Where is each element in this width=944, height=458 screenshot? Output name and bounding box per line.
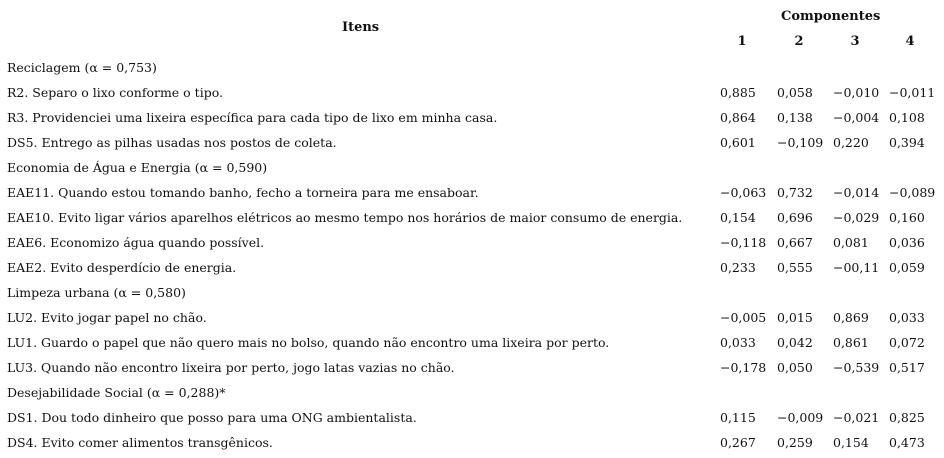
loading-value-component-1: 0,033 [720,335,756,350]
loading-value-component-2: 0,696 [777,210,813,225]
loading-value-component-1: 0,601 [720,135,756,150]
item-label: DS5. Entrego as pilhas usadas nos postos de coleta. [7,135,337,150]
loading-value-component-4: 0,160 [889,210,925,225]
item-label: EAE11. Quando estou tomando banho, fecho a torneira para me ensaboar. [7,185,479,200]
table-row [0,330,944,355]
table-row [0,255,944,280]
loading-value-component-3: −0,539 [833,360,880,375]
table-row [0,180,944,205]
loading-value-component-3: −0,014 [833,185,880,200]
loading-value-component-1: 0,154 [720,210,756,225]
loading-value-component-4: 0,059 [889,260,925,275]
item-label: EAE6. Economizo água quando possível. [7,235,265,250]
loading-value-component-3: −0,010 [833,85,880,100]
loading-value-component-1: 0,233 [720,260,756,275]
component-column-2: 2 [794,34,804,49]
loading-value-component-1: 0,267 [720,435,756,450]
loading-value-component-1: −0,178 [720,360,767,375]
table-row [0,80,944,105]
loading-value-component-4: −0,011 [889,85,936,100]
loading-value-component-2: 0,050 [777,360,813,375]
loading-value-component-2: 0,042 [777,335,813,350]
loading-value-component-3: −0,004 [833,110,880,125]
loading-value-component-3: −0,021 [833,410,880,425]
loading-value-component-3: −0,029 [833,210,880,225]
loading-value-component-2: −0,109 [777,135,824,150]
group-label: Reciclagem (α = 0,753) [7,60,157,75]
item-label: DS1. Dou todo dinheiro que posso para uma ONG ambientalista. [7,410,417,425]
group-label: Limpeza urbana (α = 0,580) [7,285,186,300]
table-row [0,130,944,155]
loading-value-component-1: 0,864 [720,110,756,125]
components-header: Componentes [781,9,881,24]
item-label: EAE10. Evito ligar vários aparelhos elétricos ao mesmo tempo nos horários de maior consumo de energia. [7,210,683,225]
component-column-3: 3 [850,34,860,49]
group-header-row [0,155,944,180]
loading-value-component-1: 0,115 [720,410,756,425]
component-column-1: 1 [737,34,747,49]
loading-value-component-4: 0,825 [889,410,925,425]
loading-value-component-4: 0,108 [889,110,925,125]
loading-value-component-2: 0,138 [777,110,813,125]
group-label: Economia de Água e Energia (α = 0,590) [7,160,268,175]
loading-value-component-1: −0,118 [720,235,767,250]
loading-value-component-4: −0,089 [889,185,936,200]
item-label: EAE2. Evito desperdício de energia. [7,260,237,275]
loading-value-component-2: 0,732 [777,185,813,200]
loading-value-component-4: 0,473 [889,435,925,450]
loading-value-component-3: −00,11 [833,260,880,275]
table-row [0,305,944,330]
table-row [0,105,944,130]
loading-value-component-3: 0,154 [833,435,869,450]
table-row [0,355,944,380]
loading-value-component-4: 0,394 [889,135,925,150]
loading-value-component-4: 0,036 [889,235,925,250]
loading-value-component-3: 0,081 [833,235,869,250]
item-label: R2. Separo o lixo conforme o tipo. [7,85,223,100]
loading-value-component-3: 0,869 [833,310,869,325]
loading-value-component-4: 0,072 [889,335,925,350]
table-row [0,230,944,255]
loading-value-component-3: 0,861 [833,335,869,350]
loading-value-component-2: 0,058 [777,85,813,100]
loading-value-component-2: −0,009 [777,410,824,425]
loading-value-component-2: 0,259 [777,435,813,450]
item-label: LU3. Quando não encontro lixeira por perto, jogo latas vazias no chão. [7,360,455,375]
item-label: LU1. Guardo o papel que não quero mais no bolso, quando não encontro uma lixeira por perto. [7,335,610,350]
item-label: DS4. Evito comer alimentos transgênicos. [7,435,273,450]
loading-value-component-1: 0,885 [720,85,756,100]
loading-value-component-2: 0,015 [777,310,813,325]
table-row [0,430,944,455]
group-header-row [0,380,944,405]
item-label: R3. Providenciei uma lixeira específica para cada tipo de lixo em minha casa. [7,110,498,125]
group-header-row [0,280,944,305]
loading-value-component-3: 0,220 [833,135,869,150]
component-column-4: 4 [905,34,915,49]
loading-value-component-1: −0,005 [720,310,767,325]
loading-value-component-2: 0,555 [777,260,813,275]
items-header: Itens [342,20,380,35]
loading-value-component-4: 0,517 [889,360,925,375]
table-row [0,405,944,430]
loading-value-component-1: −0,063 [720,185,767,200]
loading-value-component-4: 0,033 [889,310,925,325]
item-label: LU2. Evito jogar papel no chão. [7,310,207,325]
group-label: Desejabilidade Social (α = 0,288)* [7,385,226,400]
group-header-row [0,55,944,80]
table-row [0,205,944,230]
loading-value-component-2: 0,667 [777,235,813,250]
